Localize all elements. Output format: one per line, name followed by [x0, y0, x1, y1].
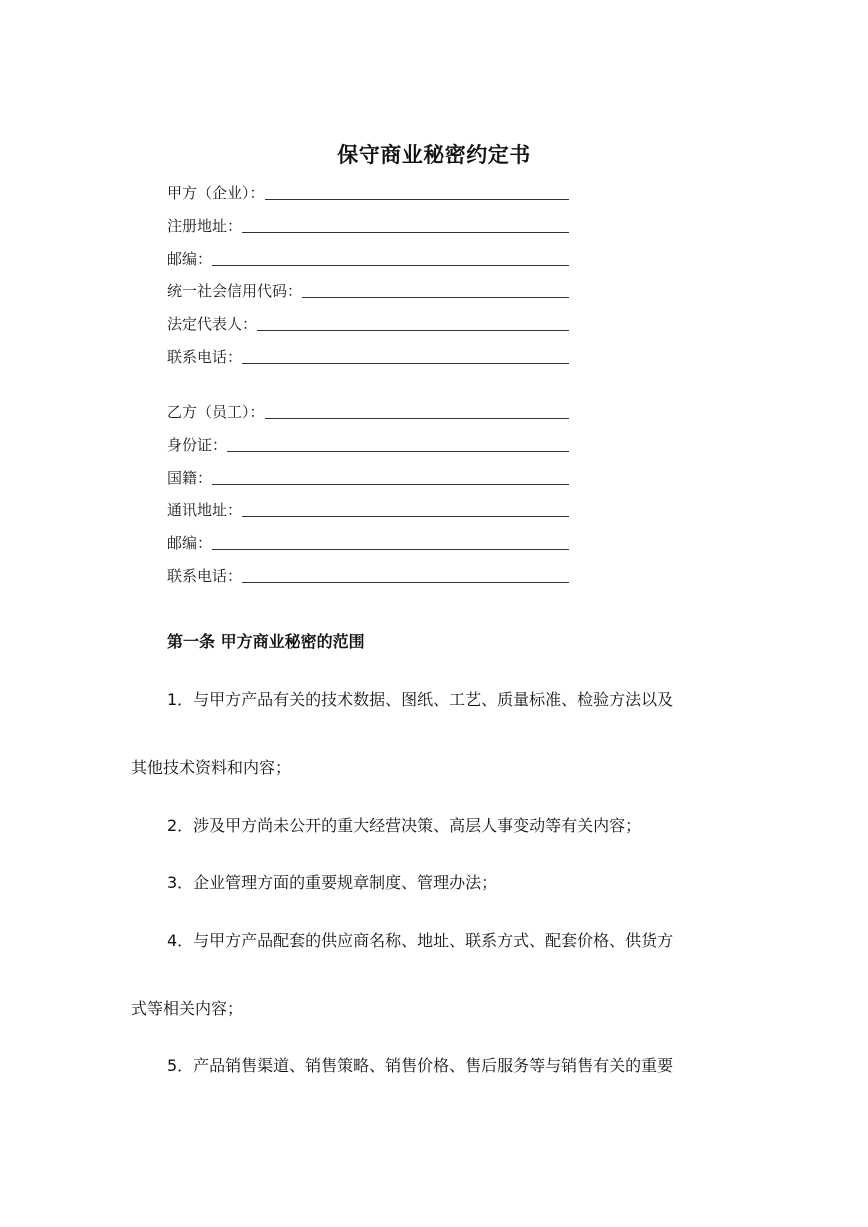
clause-line: 1．与甲方产品有关的技术数据、图纸、工艺、质量标准、检验方法以及	[167, 690, 674, 709]
party-b-nationality-field	[167, 465, 569, 489]
field-label: 联系电话：	[167, 567, 243, 585]
party-a-credit-code-field	[167, 278, 569, 302]
party-b-phone-field	[167, 563, 569, 587]
field-label: 身份证：	[167, 436, 228, 454]
party-a-legal-rep-field	[167, 311, 569, 335]
fill-in-line[interactable]	[212, 483, 569, 485]
fill-in-line[interactable]	[242, 231, 569, 233]
clause-line: 5．产品销售渠道、销售策略、销售价格、售后服务等与销售有关的重要	[167, 1056, 674, 1075]
fill-in-line[interactable]	[212, 264, 569, 266]
party-a-address-field	[167, 213, 569, 237]
party-b-address-field	[167, 497, 569, 521]
field-label: 通讯地址：	[167, 501, 243, 519]
fill-in-line[interactable]	[242, 581, 569, 583]
party-a-phone-field	[167, 344, 569, 368]
fill-in-line[interactable]	[212, 548, 569, 550]
article-heading: 第一条 甲方商业秘密的范围	[167, 632, 365, 651]
field-label: 法定代表人：	[167, 315, 258, 333]
clause-line: 其他技术资料和内容；	[131, 758, 292, 777]
field-label: 统一社会信用代码：	[167, 282, 303, 300]
fill-in-line[interactable]	[227, 450, 569, 452]
fill-in-line[interactable]	[265, 417, 569, 419]
clause-line: 式等相关内容；	[131, 999, 244, 1018]
party-b-id-field	[167, 432, 569, 456]
field-label: 邮编：	[167, 250, 213, 268]
field-label: 甲方（企业）：	[167, 184, 265, 202]
field-label: 联系电话：	[167, 348, 243, 366]
clause-line: 4．与甲方产品配套的供应商名称、地址、联系方式、配套价格、供货方	[167, 931, 674, 950]
clause-line: 2．涉及甲方尚未公开的重大经营决策、高层人事变动等有关内容；	[167, 816, 642, 835]
fill-in-line[interactable]	[265, 198, 569, 200]
field-label: 国籍：	[167, 469, 213, 487]
field-label: 乙方（员工）：	[167, 403, 265, 421]
party-b-postcode-field	[167, 530, 569, 554]
field-label: 邮编：	[167, 534, 213, 552]
fill-in-line[interactable]	[257, 329, 569, 331]
party-a-postcode-field	[167, 246, 569, 270]
fill-in-line[interactable]	[302, 296, 569, 298]
page-title: 保守商业秘密约定书	[337, 143, 531, 167]
fill-in-line[interactable]	[242, 515, 569, 517]
party-a-company-field	[167, 180, 569, 204]
fill-in-line[interactable]	[242, 362, 569, 364]
field-label: 注册地址：	[167, 217, 243, 235]
clause-line: 3．企业管理方面的重要规章制度、管理办法；	[167, 873, 498, 892]
party-b-employee-field	[167, 399, 569, 423]
